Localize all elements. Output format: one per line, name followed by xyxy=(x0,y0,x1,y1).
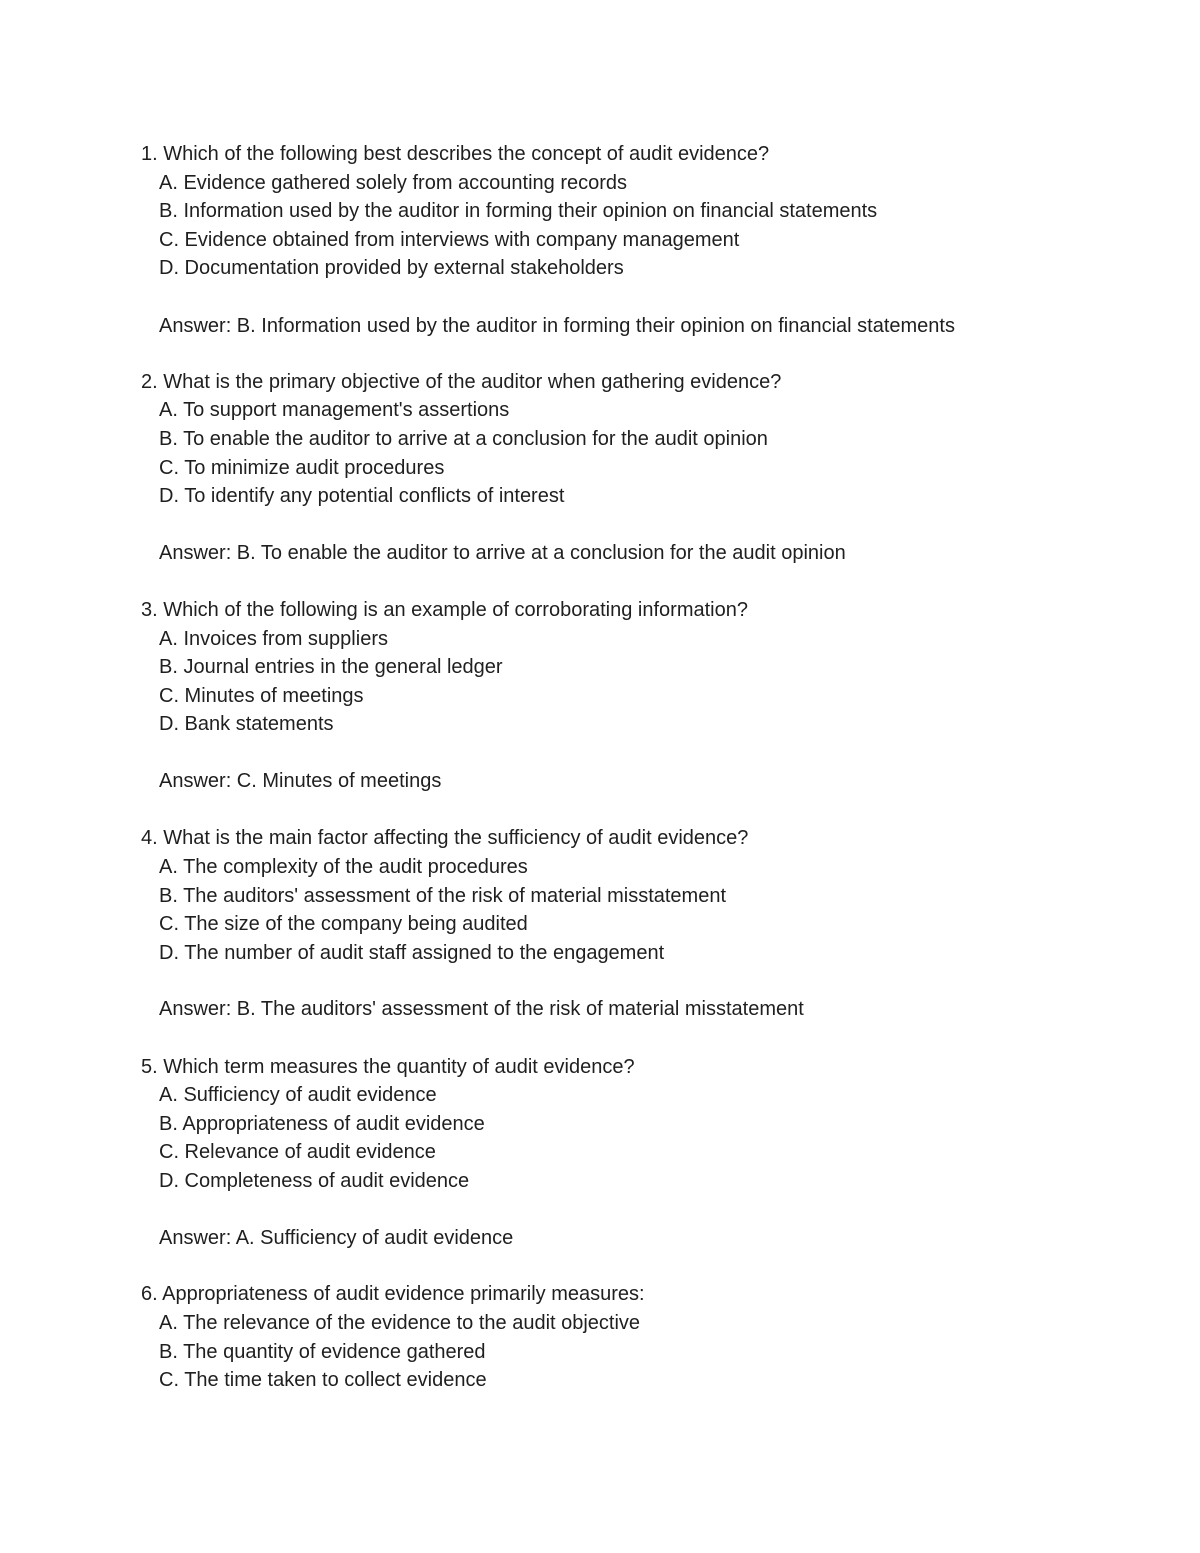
answer-option: C. Evidence obtained from interviews with company management xyxy=(159,229,740,251)
question-text: 1. Which of the following best describes the concept of audit evidence? xyxy=(141,143,770,165)
answer-option: D. To identify any potential conflicts of interest xyxy=(159,485,565,507)
answer-option: D. Documentation provided by external stakeholders xyxy=(159,257,624,279)
answer-option: A. Sufficiency of audit evidence xyxy=(159,1084,437,1106)
answer-option: A. To support management's assertions xyxy=(159,399,510,421)
question-text: 3. Which of the following is an example of corroborating information? xyxy=(141,599,748,621)
answer-option: B. Appropriateness of audit evidence xyxy=(159,1113,485,1135)
answer-option: A. Evidence gathered solely from accounting records xyxy=(159,172,628,194)
answer-key: Answer: B. Information used by the auditor in forming their opinion on financial statements xyxy=(159,315,955,337)
answer-option: C. Relevance of audit evidence xyxy=(159,1141,436,1163)
answer-option: C. The time taken to collect evidence xyxy=(159,1369,487,1391)
answer-option: D. Bank statements xyxy=(159,713,334,735)
answer-option: D. Completeness of audit evidence xyxy=(159,1170,470,1192)
question-text: 6. Appropriateness of audit evidence primarily measures: xyxy=(141,1283,645,1305)
answer-option: B. The auditors' assessment of the risk of material misstatement xyxy=(159,885,727,907)
answer-key: Answer: B. The auditors' assessment of the risk of material misstatement xyxy=(159,998,804,1020)
answer-option: B. To enable the auditor to arrive at a conclusion for the audit opinion xyxy=(159,428,768,450)
answer-option: B. The quantity of evidence gathered xyxy=(159,1341,486,1363)
question-text: 4. What is the main factor affecting the sufficiency of audit evidence? xyxy=(141,827,749,849)
answer-key: Answer: B. To enable the auditor to arrive at a conclusion for the audit opinion xyxy=(159,542,846,564)
answer-option: D. The number of audit staff assigned to the engagement xyxy=(159,942,665,964)
answer-option: A. The complexity of the audit procedures xyxy=(159,856,528,878)
question-text: 5. Which term measures the quantity of audit evidence? xyxy=(141,1056,635,1078)
answer-option: C. Minutes of meetings xyxy=(159,685,364,707)
answer-key: Answer: C. Minutes of meetings xyxy=(159,770,442,792)
answer-option: B. Journal entries in the general ledger xyxy=(159,656,503,678)
answer-option: A. The relevance of the evidence to the audit objective xyxy=(159,1312,641,1334)
question-text: 2. What is the primary objective of the auditor when gathering evidence? xyxy=(141,371,782,393)
answer-key: Answer: A. Sufficiency of audit evidence xyxy=(159,1227,514,1249)
answer-option: B. Information used by the auditor in forming their opinion on financial statements xyxy=(159,200,878,222)
answer-option: C. The size of the company being audited xyxy=(159,913,528,935)
answer-option: C. To minimize audit procedures xyxy=(159,457,445,479)
answer-option: A. Invoices from suppliers xyxy=(159,628,388,650)
